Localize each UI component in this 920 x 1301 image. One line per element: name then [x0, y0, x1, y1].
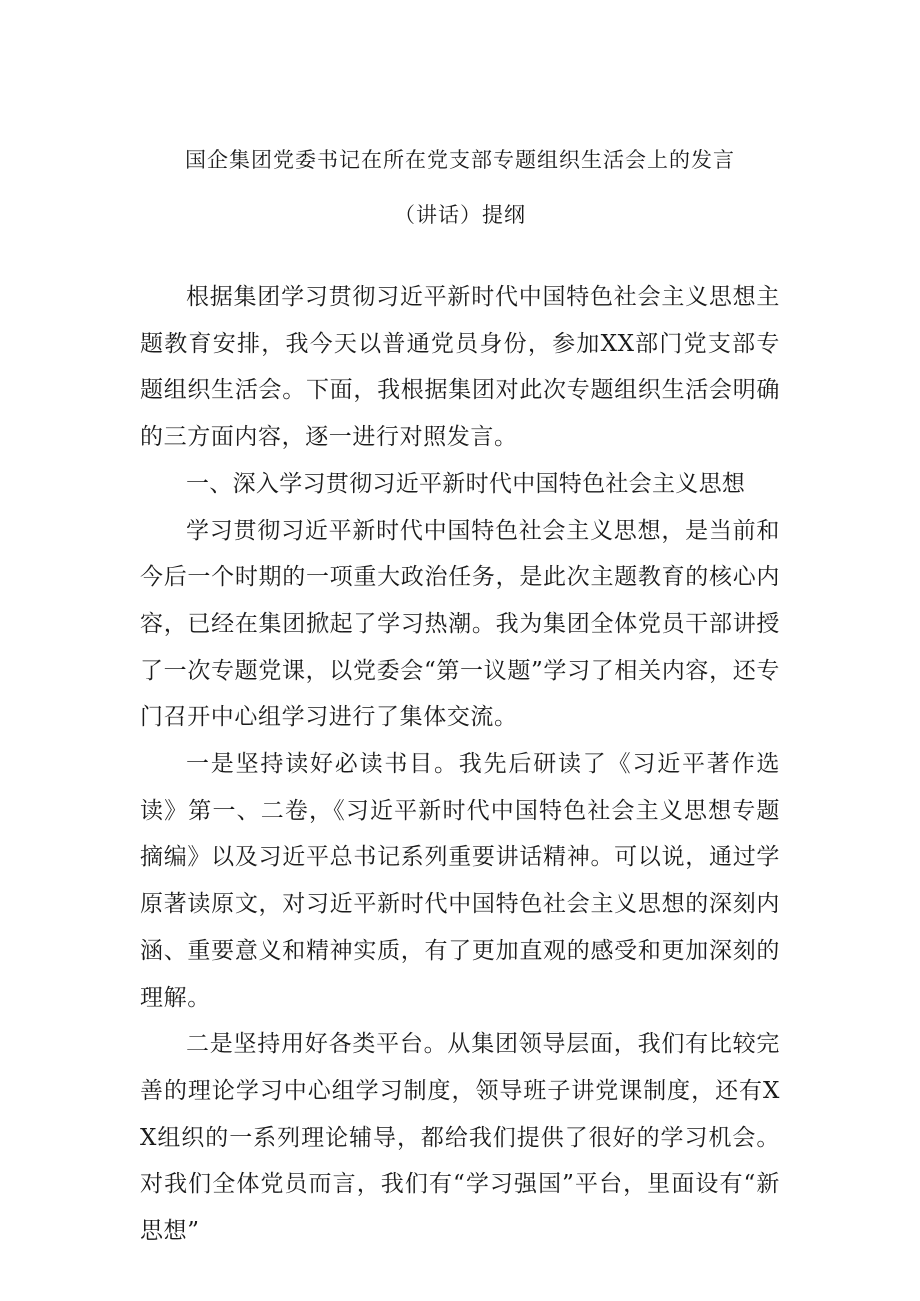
section-1-paragraph: 学习贯彻习近平新时代中国特色社会主义思想，是当前和今后一个时期的一项重大政治任务，是此次主题教育的核心内容，已经在集团掀起了学习热潮。我为集团全体党员干部讲授了一次专题党课，以党委会“第一议题”学习了相关内容，还专门召开中心组学习进行了集体交流。 — [140, 517, 780, 731]
document-title-line-2: （讲话）提纲 — [394, 203, 526, 227]
document-title-line-1: 国企集团党委书记在所在党支部专题组织生活会上的发言 — [185, 148, 735, 172]
point-1-paragraph: 一是坚持读好必读书目。我先后研读了《习近平著作选读》第一、二卷，《习近平新时代中国特色社会主义思想专题摘编》以及习近平总书记系列重要讲话精神。可以说，通过学原著读原文，对习近平新时代中国特色社会主义思想的深刻内涵、重要意义和精神实质，有了更加直观的感受和更加深刻的理解。 — [140, 751, 780, 1011]
point-2-paragraph: 二是坚持用好各类平台。从集团领导层面，我们有比较完善的理论学习中心组学习制度，领导班子讲党课制度，还有XX组织的一系列理论辅导，都给我们提供了很好的学习机会。对我们全体党员而言，我们有“学习强国”平台，里面设有“新思想” — [140, 1031, 780, 1245]
section-heading-1: 一、深入学习贯彻习近平新时代中国特色社会主义思想 — [186, 470, 746, 497]
document-body — [140, 274, 780, 1255]
intro-paragraph: 根据集团学习贯彻习近平新时代中国特色社会主义思想主题教育安排，我今天以普通党员身份，参加XX部门党支部专题组织生活会。下面，我根据集团对此次专题组织生活会明确的三方面内容，逐一进行对照发言。 — [140, 284, 780, 451]
